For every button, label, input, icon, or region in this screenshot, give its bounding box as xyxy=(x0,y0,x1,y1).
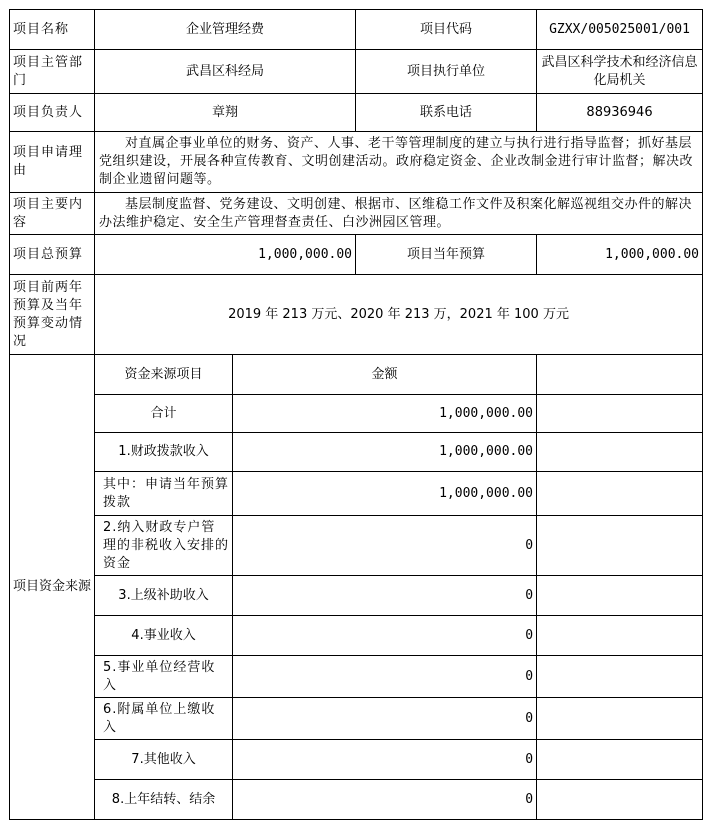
reason-label: 项目申请理由 xyxy=(10,132,95,193)
project-name-label: 项目名称 xyxy=(10,10,95,50)
funding-row-amount: 0 xyxy=(233,780,537,820)
funding-col-source: 资金来源项目 xyxy=(95,355,233,395)
funding-row-name: 5.事业单位经营收入 xyxy=(95,656,233,698)
funding-empty-cell xyxy=(537,576,703,616)
funding-row-amount: 0 xyxy=(233,740,537,780)
reason-text: 对直属企事业单位的财务、资产、人事、老干等管理制度的建立与执行进行指导监督；抓好基层党组织建设，开展各种宣传教育、文明创建活动。政府稳定资金、企业改制金进行审计监督；解决改制企业遗留问题等。 xyxy=(95,132,703,193)
funding-row xyxy=(10,433,703,472)
leader-label: 项目负责人 xyxy=(10,94,95,132)
funding-row xyxy=(10,576,703,616)
funding-row-name: 4.事业收入 xyxy=(95,616,233,656)
project-budget-table xyxy=(9,9,703,820)
dept-label: 项目主管部门 xyxy=(10,50,95,94)
funding-row xyxy=(10,616,703,656)
funding-empty-cell xyxy=(537,698,703,740)
change-label: 项目前两年预算及当年预算变动情况 xyxy=(10,275,95,355)
funding-row xyxy=(10,472,703,516)
funding-row-name: 8.上年结转、结余 xyxy=(95,780,233,820)
funding-row xyxy=(10,698,703,740)
funding-row-amount: 1,000,000.00 xyxy=(233,472,537,516)
project-code-value: GZXX/005025001/001 xyxy=(537,10,703,50)
funding-row xyxy=(10,656,703,698)
funding-row-name: 6.附属单位上缴收入 xyxy=(95,698,233,740)
phone-label: 联系电话 xyxy=(356,94,537,132)
funding-empty-cell xyxy=(537,656,703,698)
dept-value: 武昌区科经局 xyxy=(95,50,356,94)
funding-row-amount: 0 xyxy=(233,516,537,576)
funding-empty-cell xyxy=(537,780,703,820)
funding-row xyxy=(10,780,703,820)
funding-row-name: 1.财政拨款收入 xyxy=(95,433,233,472)
exec-unit-value: 武昌区科学技术和经济信息化局机关 xyxy=(537,50,703,94)
change-text: 2019 年 213 万元、2020 年 213 万，2021 年 100 万元 xyxy=(95,275,703,355)
year-budget-value: 1,000,000.00 xyxy=(537,235,703,275)
row-budget xyxy=(10,235,703,275)
exec-unit-label: 项目执行单位 xyxy=(356,50,537,94)
row-change xyxy=(10,275,703,355)
funding-row xyxy=(10,516,703,576)
project-name-value: 企业管理经费 xyxy=(95,10,356,50)
phone-value: 88936946 xyxy=(537,94,703,132)
funding-row-name: 2.纳入财政专户管理的非税收入安排的资金 xyxy=(95,516,233,576)
funding-empty-cell xyxy=(537,355,703,395)
funding-empty-cell xyxy=(537,395,703,433)
funding-row-amount: 1,000,000.00 xyxy=(233,433,537,472)
funding-row xyxy=(10,740,703,780)
funding-row-amount: 0 xyxy=(233,616,537,656)
funding-empty-cell xyxy=(537,433,703,472)
row-reason xyxy=(10,132,703,193)
funding-col-amount: 金额 xyxy=(233,355,537,395)
total-budget-value: 1,000,000.00 xyxy=(95,235,356,275)
total-budget-label: 项目总预算 xyxy=(10,235,95,275)
funding-empty-cell xyxy=(537,616,703,656)
row-dept xyxy=(10,50,703,94)
funding-row-name: 合计 xyxy=(95,395,233,433)
funding-label: 项目资金来源 xyxy=(10,355,95,820)
leader-value: 章翔 xyxy=(95,94,356,132)
funding-row-amount: 1,000,000.00 xyxy=(233,395,537,433)
funding-empty-cell xyxy=(537,472,703,516)
funding-header-row xyxy=(10,355,703,395)
funding-row xyxy=(10,395,703,433)
project-code-label: 项目代码 xyxy=(356,10,537,50)
funding-row-name: 7.其他收入 xyxy=(95,740,233,780)
funding-row-amount: 0 xyxy=(233,698,537,740)
funding-row-name: 其中：申请当年预算拨款 xyxy=(95,472,233,516)
year-budget-label: 项目当年预算 xyxy=(356,235,537,275)
funding-empty-cell xyxy=(537,516,703,576)
funding-empty-cell xyxy=(537,740,703,780)
funding-row-amount: 0 xyxy=(233,656,537,698)
row-content xyxy=(10,193,703,235)
row-project-name xyxy=(10,10,703,50)
funding-row-name: 3.上级补助收入 xyxy=(95,576,233,616)
funding-row-amount: 0 xyxy=(233,576,537,616)
content-text: 基层制度监督、党务建设、文明创建、根据市、区维稳工作文件及积案化解巡视组交办件的解决办法维护稳定、安全生产管理督查责任、白沙洲园区管理。 xyxy=(95,193,703,235)
row-leader xyxy=(10,94,703,132)
content-label: 项目主要内容 xyxy=(10,193,95,235)
